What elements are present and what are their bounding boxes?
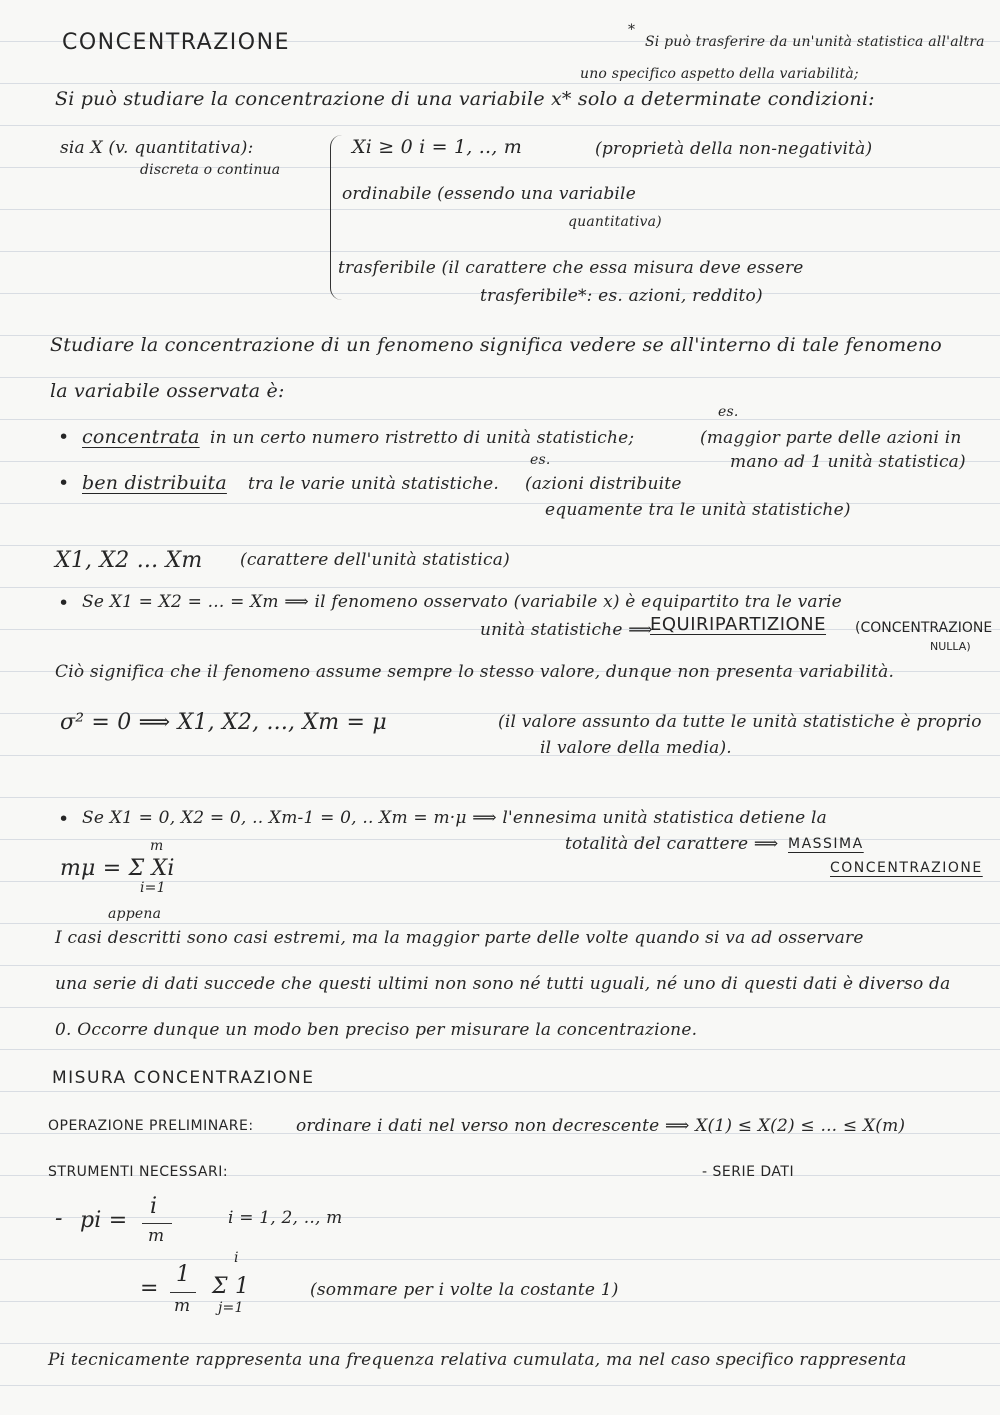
variables-note: (carattere dell'unità statistica): [240, 550, 510, 570]
casi-line-1: I casi descritti sono casi estremi, ma la maggior parte delle volte quando si va ad osservare: [55, 928, 864, 948]
case-max: Se X1 = 0, X2 = 0, .. Xm-1 = 0, .. Xm = m·μ ⟹ l'ennesima unità statistica detiene la: [82, 808, 827, 828]
sigma-note: (il valore assunto da tutte le unità statistiche è proprio: [498, 712, 982, 732]
sigma-note-2: il valore della media).: [540, 738, 732, 758]
casi-line-2: una serie di dati succede che questi ultimi non sono né tutti uguali, né uno di questi dati è diverso da: [55, 974, 951, 994]
condition-ordinal: ordinabile (essendo una variabile: [342, 184, 636, 204]
es-concentrata: es.: [718, 404, 739, 420]
pi-numerator: i: [150, 1194, 158, 1219]
tools-label: STRUMENTI NECESSARI:: [48, 1164, 229, 1180]
variables-line: X1, X2 ... Xm: [55, 548, 203, 573]
definition-left: sia X (v. quantitativa):: [60, 138, 254, 158]
pi2-denominator: m: [174, 1296, 191, 1316]
bullet-equi: •: [58, 592, 70, 614]
bullet-max: •: [58, 808, 70, 830]
equiripartizione-label: EQUIRIPARTIZIONE: [650, 614, 827, 635]
page-title: CONCENTRAZIONE: [62, 30, 290, 55]
condition-nonneg-note: (proprietà della non-negatività): [595, 139, 873, 159]
note-distribuita-1: (azioni distribuite: [525, 474, 682, 494]
serie-dati-label: - SERIE DATI: [702, 1164, 795, 1180]
pi2-sum-bottom: j=1: [218, 1300, 244, 1316]
casi-line-3: 0. Occorre dunque un modo ben preciso per misurare la concentrazione.: [55, 1020, 698, 1040]
footnote-line-1: Si può trasferire da un'unità statistica all'altra: [645, 34, 985, 50]
case-max-b: totalità del carattere ⟹: [565, 834, 779, 854]
footnote-line-2: uno specifico aspetto della variabilità;: [580, 66, 859, 82]
pi2-sum-top: i: [234, 1250, 239, 1266]
condition-transfer-b: trasferibile*: es. azioni, reddito): [480, 286, 763, 306]
sum-top: m: [150, 838, 164, 854]
equi-note-2: NULLA): [930, 640, 971, 653]
pi-range: i = 1, 2, .., m: [228, 1208, 343, 1228]
label-concentrata: concentrata: [82, 426, 200, 448]
casi-appena: appena: [108, 906, 162, 922]
section-title-misura: MISURA CONCENTRAZIONE: [52, 1068, 315, 1088]
cio-line: Ciò significa che il fenomeno assume sempre lo stesso valore, dunque non presenta variabilità.: [55, 662, 895, 682]
equi-note: (CONCENTRAZIONE: [855, 620, 993, 636]
pi-denominator: m: [148, 1226, 165, 1246]
sum-bottom: i=1: [140, 880, 166, 896]
note-distribuita-2: equamente tra le unità statistiche): [545, 500, 851, 520]
footnote-mark: *: [628, 22, 636, 38]
note-concentrata-2: mano ad 1 unità statistica): [730, 452, 966, 472]
label-distribuita: ben distribuita: [82, 472, 227, 494]
text-concentrata: in un certo numero ristretto di unità statistiche;: [210, 428, 635, 448]
pi-dash: -: [55, 1206, 63, 1231]
max-label-1: MASSIMA: [788, 836, 864, 852]
preliminary-text: ordinare i dati nel verso non decrescente ⟹ X(1) ≤ X(2) ≤ ... ≤ X(m): [296, 1116, 906, 1136]
last-line: Pi tecnicamente rappresenta una frequenza relativa cumulata, ma nel caso specifico rappresenta: [48, 1350, 907, 1370]
definition-left-sub: discreta o continua: [140, 162, 281, 178]
intro-text: Si può studiare la concentrazione di una variabile x* solo a determinate condizioni:: [55, 88, 875, 110]
text-distribuita: tra le varie unità statistiche.: [248, 474, 499, 494]
condition-ordinal-b: quantitativa): [568, 214, 662, 230]
pi2-equals: =: [140, 1276, 159, 1301]
pi2-numerator: 1: [176, 1262, 191, 1287]
bullet-distribuita: •: [58, 472, 70, 494]
max-label-2: CONCENTRAZIONE: [830, 860, 983, 876]
pi2-sum: Σ 1: [212, 1274, 250, 1299]
sigma-line: σ² = 0 ⟹ X1, X2, ..., Xm = μ: [60, 710, 387, 735]
es-distribuita: es.: [530, 452, 551, 468]
pi2-note: (sommare per i volte la costante 1): [310, 1280, 619, 1300]
bullet-concentrata: •: [58, 426, 70, 448]
pi-lhs: pi =: [80, 1208, 128, 1233]
case-equal: Se X1 = X2 = ... = Xm ⟹ il fenomeno osservato (variabile x) è equipartito tra le varie: [82, 592, 842, 612]
study-line-2: la variabile osservata è:: [50, 380, 285, 402]
pi2-fraction-bar: [170, 1292, 196, 1293]
sum-equation: mμ = Σ Xi: [60, 856, 175, 881]
note-concentrata-1: (maggior parte delle azioni in: [700, 428, 962, 448]
study-line-1: Studiare la concentrazione di un fenomeno significa vedere se all'interno di tale fenomeno: [50, 334, 942, 356]
pi-fraction-bar: [142, 1223, 172, 1224]
case-equal-b: unità statistiche ⟹: [480, 620, 653, 640]
condition-nonneg: Xi ≥ 0 i = 1, .., m: [352, 136, 522, 158]
preliminary-label: OPERAZIONE PRELIMINARE:: [48, 1118, 254, 1134]
condition-transfer: trasferibile (il carattere che essa misura deve essere: [338, 258, 804, 278]
